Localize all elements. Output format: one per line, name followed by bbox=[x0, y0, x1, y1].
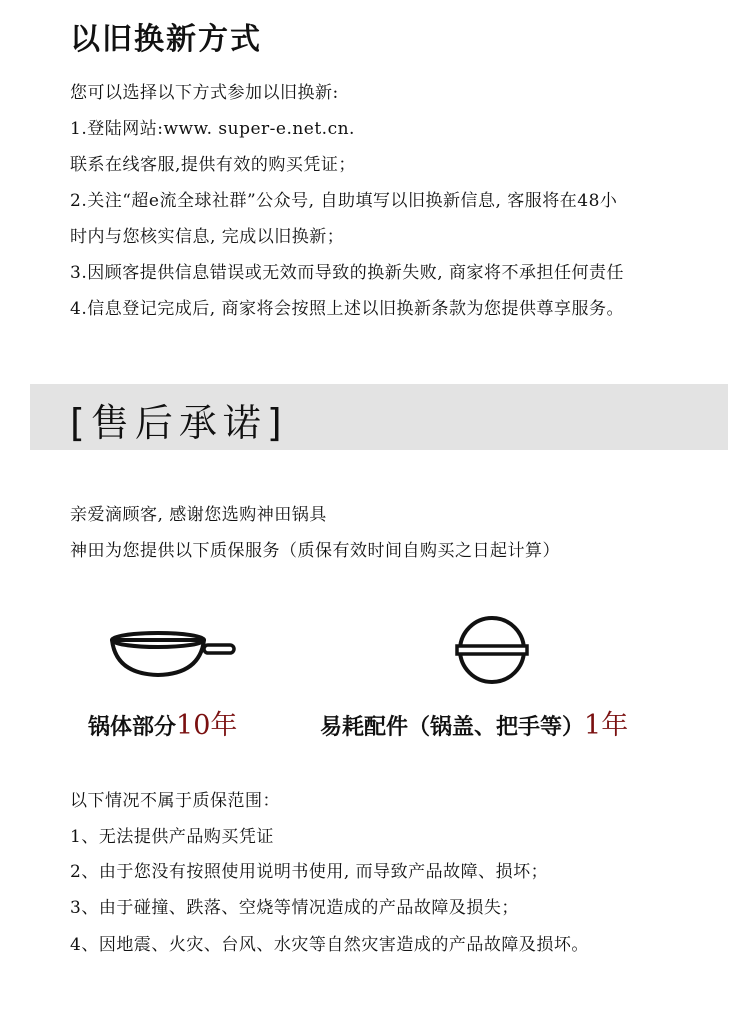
warranty-parts bbox=[320, 703, 628, 742]
tradein-title: 以旧换新方式 bbox=[70, 22, 262, 57]
aftersale-banner bbox=[30, 384, 728, 450]
exclusion-item-4: 4、因地震、火灾、台风、水灾等自然灾害造成的产品故障及损坏。 bbox=[70, 935, 589, 955]
tradein-line-website: 1.登陆网站:www. super-e.net.cn. bbox=[70, 119, 355, 139]
pot-lid-icon bbox=[452, 615, 532, 687]
warranty-parts-label: 易耗配件（锅盖、把手等） bbox=[320, 715, 585, 740]
warranty-pot-body-label: 锅体部分 bbox=[88, 715, 177, 740]
exclusions-title: 以下情况不属于质保范围： bbox=[70, 791, 280, 811]
tradein-line-wechat-cont: 时内与您核实信息, 完成以旧换新； bbox=[70, 227, 345, 247]
aftersale-banner-title: [售后承诺] bbox=[70, 401, 288, 445]
warranty-pot-body bbox=[88, 703, 237, 742]
exclusion-item-2: 2、由于您没有按照使用说明书使用, 而导致产品故障、损坏； bbox=[70, 862, 549, 882]
tradein-line-service: 4.信息登记完成后, 商家将会按照上述以旧换新条款为您提供尊享服务。 bbox=[70, 299, 625, 319]
tradein-line-disclaimer: 3.因顾客提供信息错误或无效而导致的换新失败, 商家将不承担任何责任 bbox=[70, 263, 625, 283]
warranty-parts-value: 1年 bbox=[584, 710, 629, 741]
frying-pan-icon bbox=[108, 624, 238, 680]
warranty-pot-body-value: 10年 bbox=[176, 710, 238, 741]
exclusion-item-3: 3、由于碰撞、跌落、空烧等情况造成的产品故障及损失； bbox=[70, 898, 519, 918]
tradein-line-contact: 联系在线客服,提供有效的购买凭证； bbox=[70, 155, 356, 175]
exclusion-item-1: 1、无法提供产品购买凭证 bbox=[70, 827, 274, 847]
tradein-line-intro: 您可以选择以下方式参加以旧换新: bbox=[70, 83, 339, 103]
aftersale-intro-warranty: 神田为您提供以下质保服务（质保有效时间自购买之日起计算） bbox=[70, 541, 560, 561]
aftersale-intro-greeting: 亲爱滴顾客, 感谢您选购神田锅具 bbox=[70, 505, 327, 525]
tradein-line-wechat: 2.关注“超e流全球社群”公众号, 自助填写以旧换新信息, 客服将在48小 bbox=[70, 191, 618, 211]
